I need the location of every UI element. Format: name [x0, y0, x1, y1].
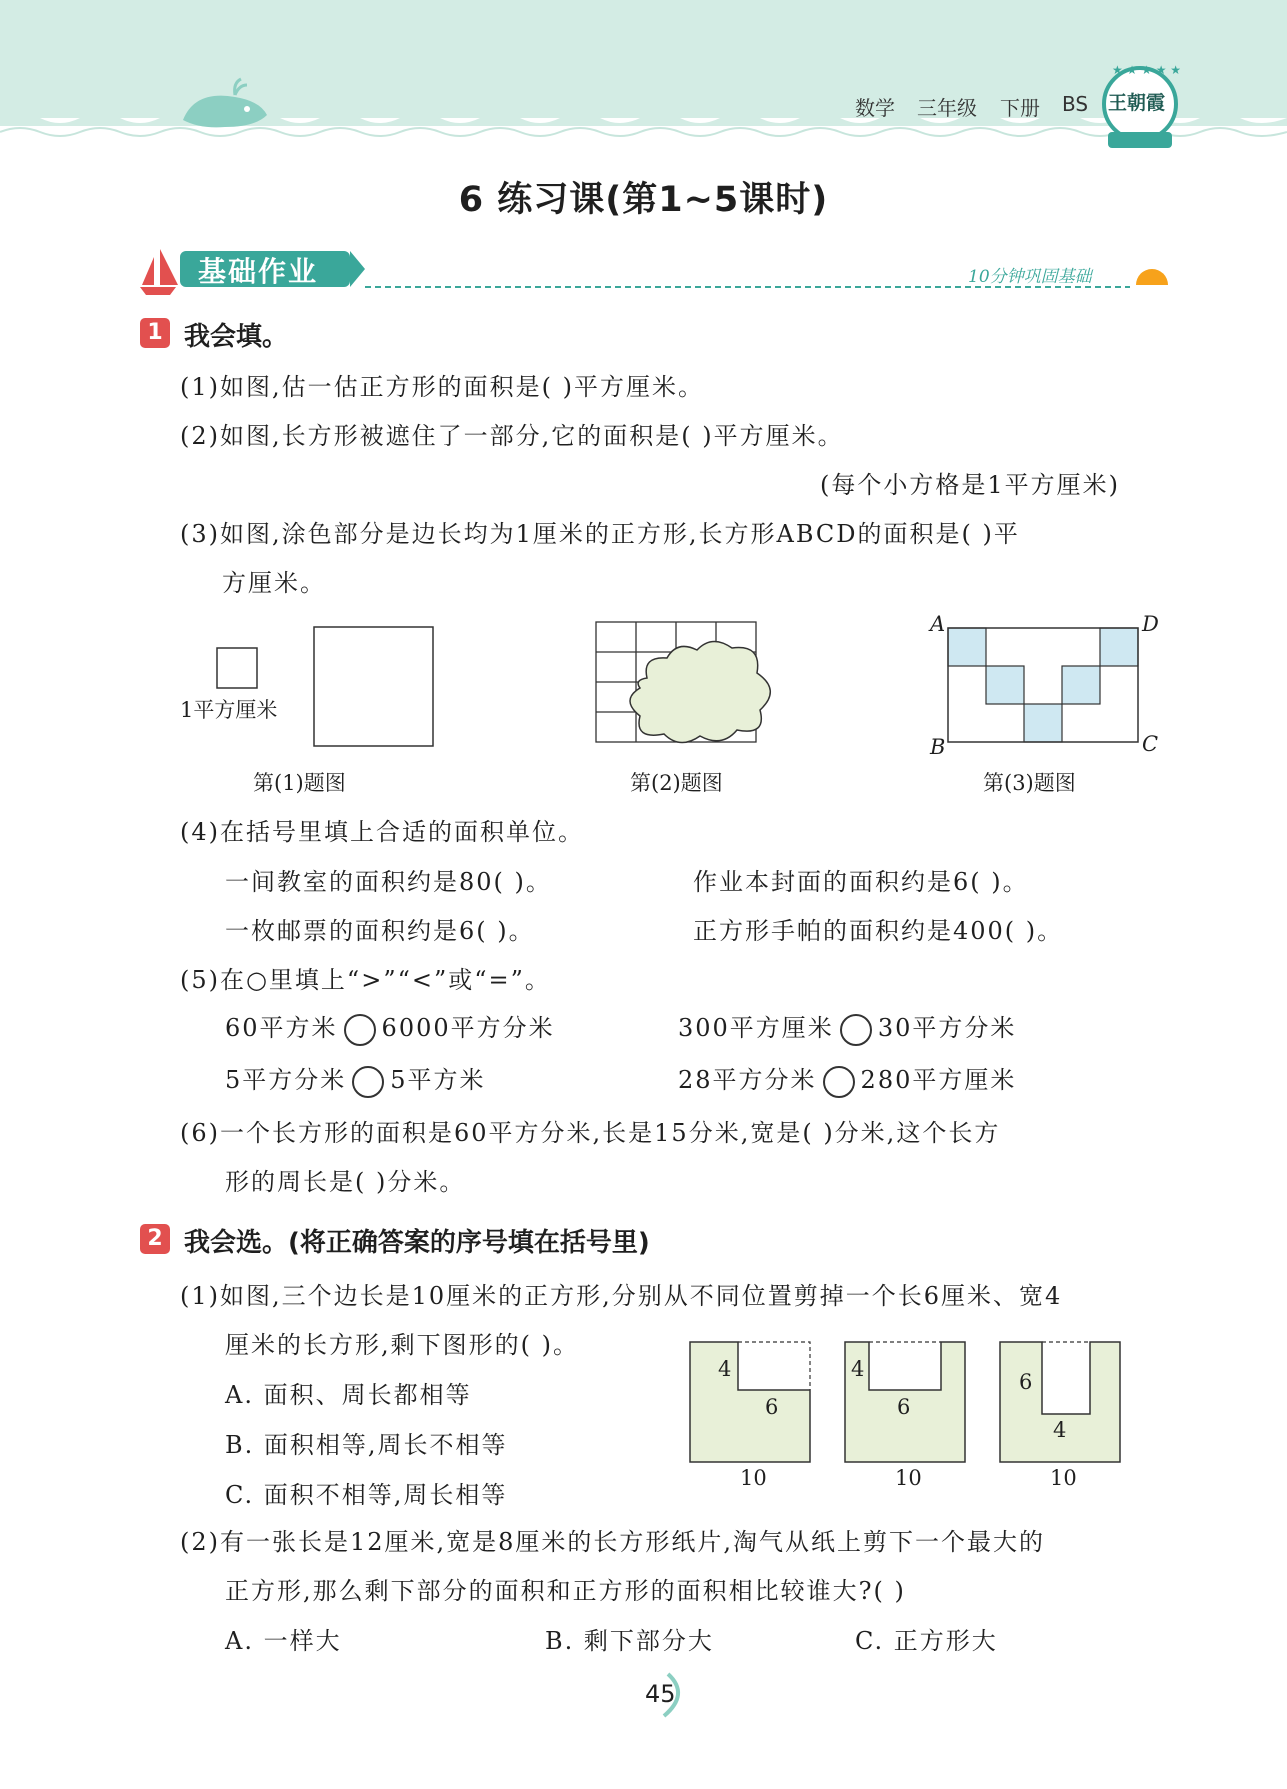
q2-part1-line1: (1)如图,三个边长是10厘米的正方形,分别从不同位置剪掉一个长6厘米、宽4 [180, 1282, 1063, 1310]
header-grade: 三年级 [917, 96, 977, 120]
question-number-2: 2 [140, 1224, 170, 1254]
figure-3-label-d: D [1142, 612, 1159, 636]
q1-part6-line2: 形的周长是( )分米。 [225, 1168, 466, 1196]
q1-part4: (4)在括号里填上合适的面积单位。 [180, 818, 584, 846]
logo-text: 王朝霞 [1108, 92, 1166, 114]
svg-text:★ ★ ★ ★ ★: ★ ★ ★ ★ ★ [1112, 63, 1180, 77]
figure-1-unit-label: 1平方厘米 [180, 698, 278, 722]
compare-circle[interactable] [352, 1066, 384, 1098]
fig1-side-label: 10 [740, 1466, 767, 1490]
brand-logo [1100, 60, 1180, 152]
q2-option-a: A. 面积、周长都相等 [225, 1381, 472, 1409]
q1-part4-row2a: 一枚邮票的面积约是6( )。 [225, 917, 535, 945]
q1-part6-line1: (6)一个长方形的面积是60平方分米,长是15分米,宽是( )分米,这个长方 [180, 1119, 1001, 1147]
compare-item-3: 5平方分米 5平方米 [225, 1060, 486, 1098]
q2-part2-line2: 正方形,那么剩下部分的面积和正方形的面积相比较谁大?( ) [225, 1577, 906, 1605]
page-title: 6 练习课(第1~5课时) [458, 180, 829, 220]
q2-part2-line1: (2)有一张长是12厘米,宽是8厘米的长方形纸片,淘气从纸上剪下一个最大的 [180, 1528, 1046, 1556]
figure-3-caption: 第(3)题图 [983, 771, 1076, 795]
fig3-side-label: 10 [1050, 1466, 1077, 1490]
q2-part2-option-a: A. 一样大 [225, 1627, 342, 1655]
shape-3 [1000, 1342, 1120, 1462]
figure-3-label-c: C [1142, 732, 1159, 756]
compare-circle[interactable] [344, 1014, 376, 1046]
cloud-cover [630, 641, 770, 742]
unit-square [217, 648, 257, 688]
header-volume: 下册 [1000, 96, 1040, 120]
fig1-width-label: 6 [765, 1395, 779, 1419]
fig1-height-label: 4 [718, 1357, 732, 1381]
figure-2-caption: 第(2)题图 [630, 771, 723, 795]
figure-3 [930, 612, 1160, 762]
q1-part3-line2: 方厘米。 [222, 569, 326, 597]
question-number-1: 1 [140, 318, 170, 348]
compare-circle[interactable] [840, 1014, 872, 1046]
section-label: 基础作业 [198, 255, 319, 288]
figure-1 [210, 620, 440, 750]
question-1-heading: 我会填。 [184, 322, 289, 352]
question-2-heading: 我会选。(将正确答案的序号填在括号里) [184, 1228, 650, 1258]
figure-1-caption: 第(1)题图 [253, 771, 346, 795]
q2-part1-line2: 厘米的长方形,剩下图形的( )。 [225, 1331, 579, 1359]
q1-part4-row1a: 一间教室的面积约是80( )。 [225, 868, 552, 896]
q1-part4-row2b: 正方形手帕的面积约是400( )。 [693, 917, 1064, 945]
q2-option-b: B. 面积相等,周长不相等 [225, 1431, 508, 1459]
q1-part1: (1)如图,估一估正方形的面积是( )平方厘米。 [180, 373, 704, 401]
header-subject: 数学 [855, 96, 895, 120]
q2-part2-option-c: C. 正方形大 [855, 1627, 998, 1655]
fig2-side-label: 10 [895, 1466, 922, 1490]
fig3-height-label: 6 [1019, 1370, 1033, 1394]
fig2-height-label: 4 [851, 1357, 865, 1381]
compare-item-2: 300平方厘米 30平方分米 [678, 1008, 1016, 1046]
shape-1 [690, 1342, 810, 1462]
q2-option-c: C. 面积不相等,周长相等 [225, 1481, 508, 1509]
compare-item-1: 60平方米 6000平方分米 [225, 1008, 555, 1046]
header-edition: BS [1062, 92, 1089, 116]
compare-item-4: 28平方分米 280平方厘米 [678, 1060, 1016, 1098]
q1-part4-row1b: 作业本封面的面积约是6( )。 [693, 868, 1029, 896]
fig3-width-label: 4 [1053, 1418, 1067, 1442]
q2-part2-option-b: B. 剩下部分大 [545, 1627, 714, 1655]
section-time-label: 10分钟巩固基础 [968, 267, 1092, 287]
figure-3-label-b: B [930, 735, 946, 759]
fig2-width-label: 6 [897, 1395, 911, 1419]
whale-icon [175, 75, 275, 133]
q1-part5: (5)在○里填上“>”“<”或“=”。 [180, 966, 551, 994]
page-number: 45 [645, 1680, 676, 1708]
q1-part2: (2)如图,长方形被遮住了一部分,它的面积是( )平方厘米。 [180, 422, 844, 450]
figure-3-label-a: A [930, 612, 946, 636]
compare-circle[interactable] [823, 1066, 855, 1098]
q1-part3-line1: (3)如图,涂色部分是边长均为1厘米的正方形,长方形ABCD的面积是( )平 [180, 520, 1020, 548]
big-square [314, 627, 433, 746]
figure-2 [592, 618, 792, 748]
q1-part2-note: (每个小方格是1平方厘米) [820, 471, 1120, 499]
